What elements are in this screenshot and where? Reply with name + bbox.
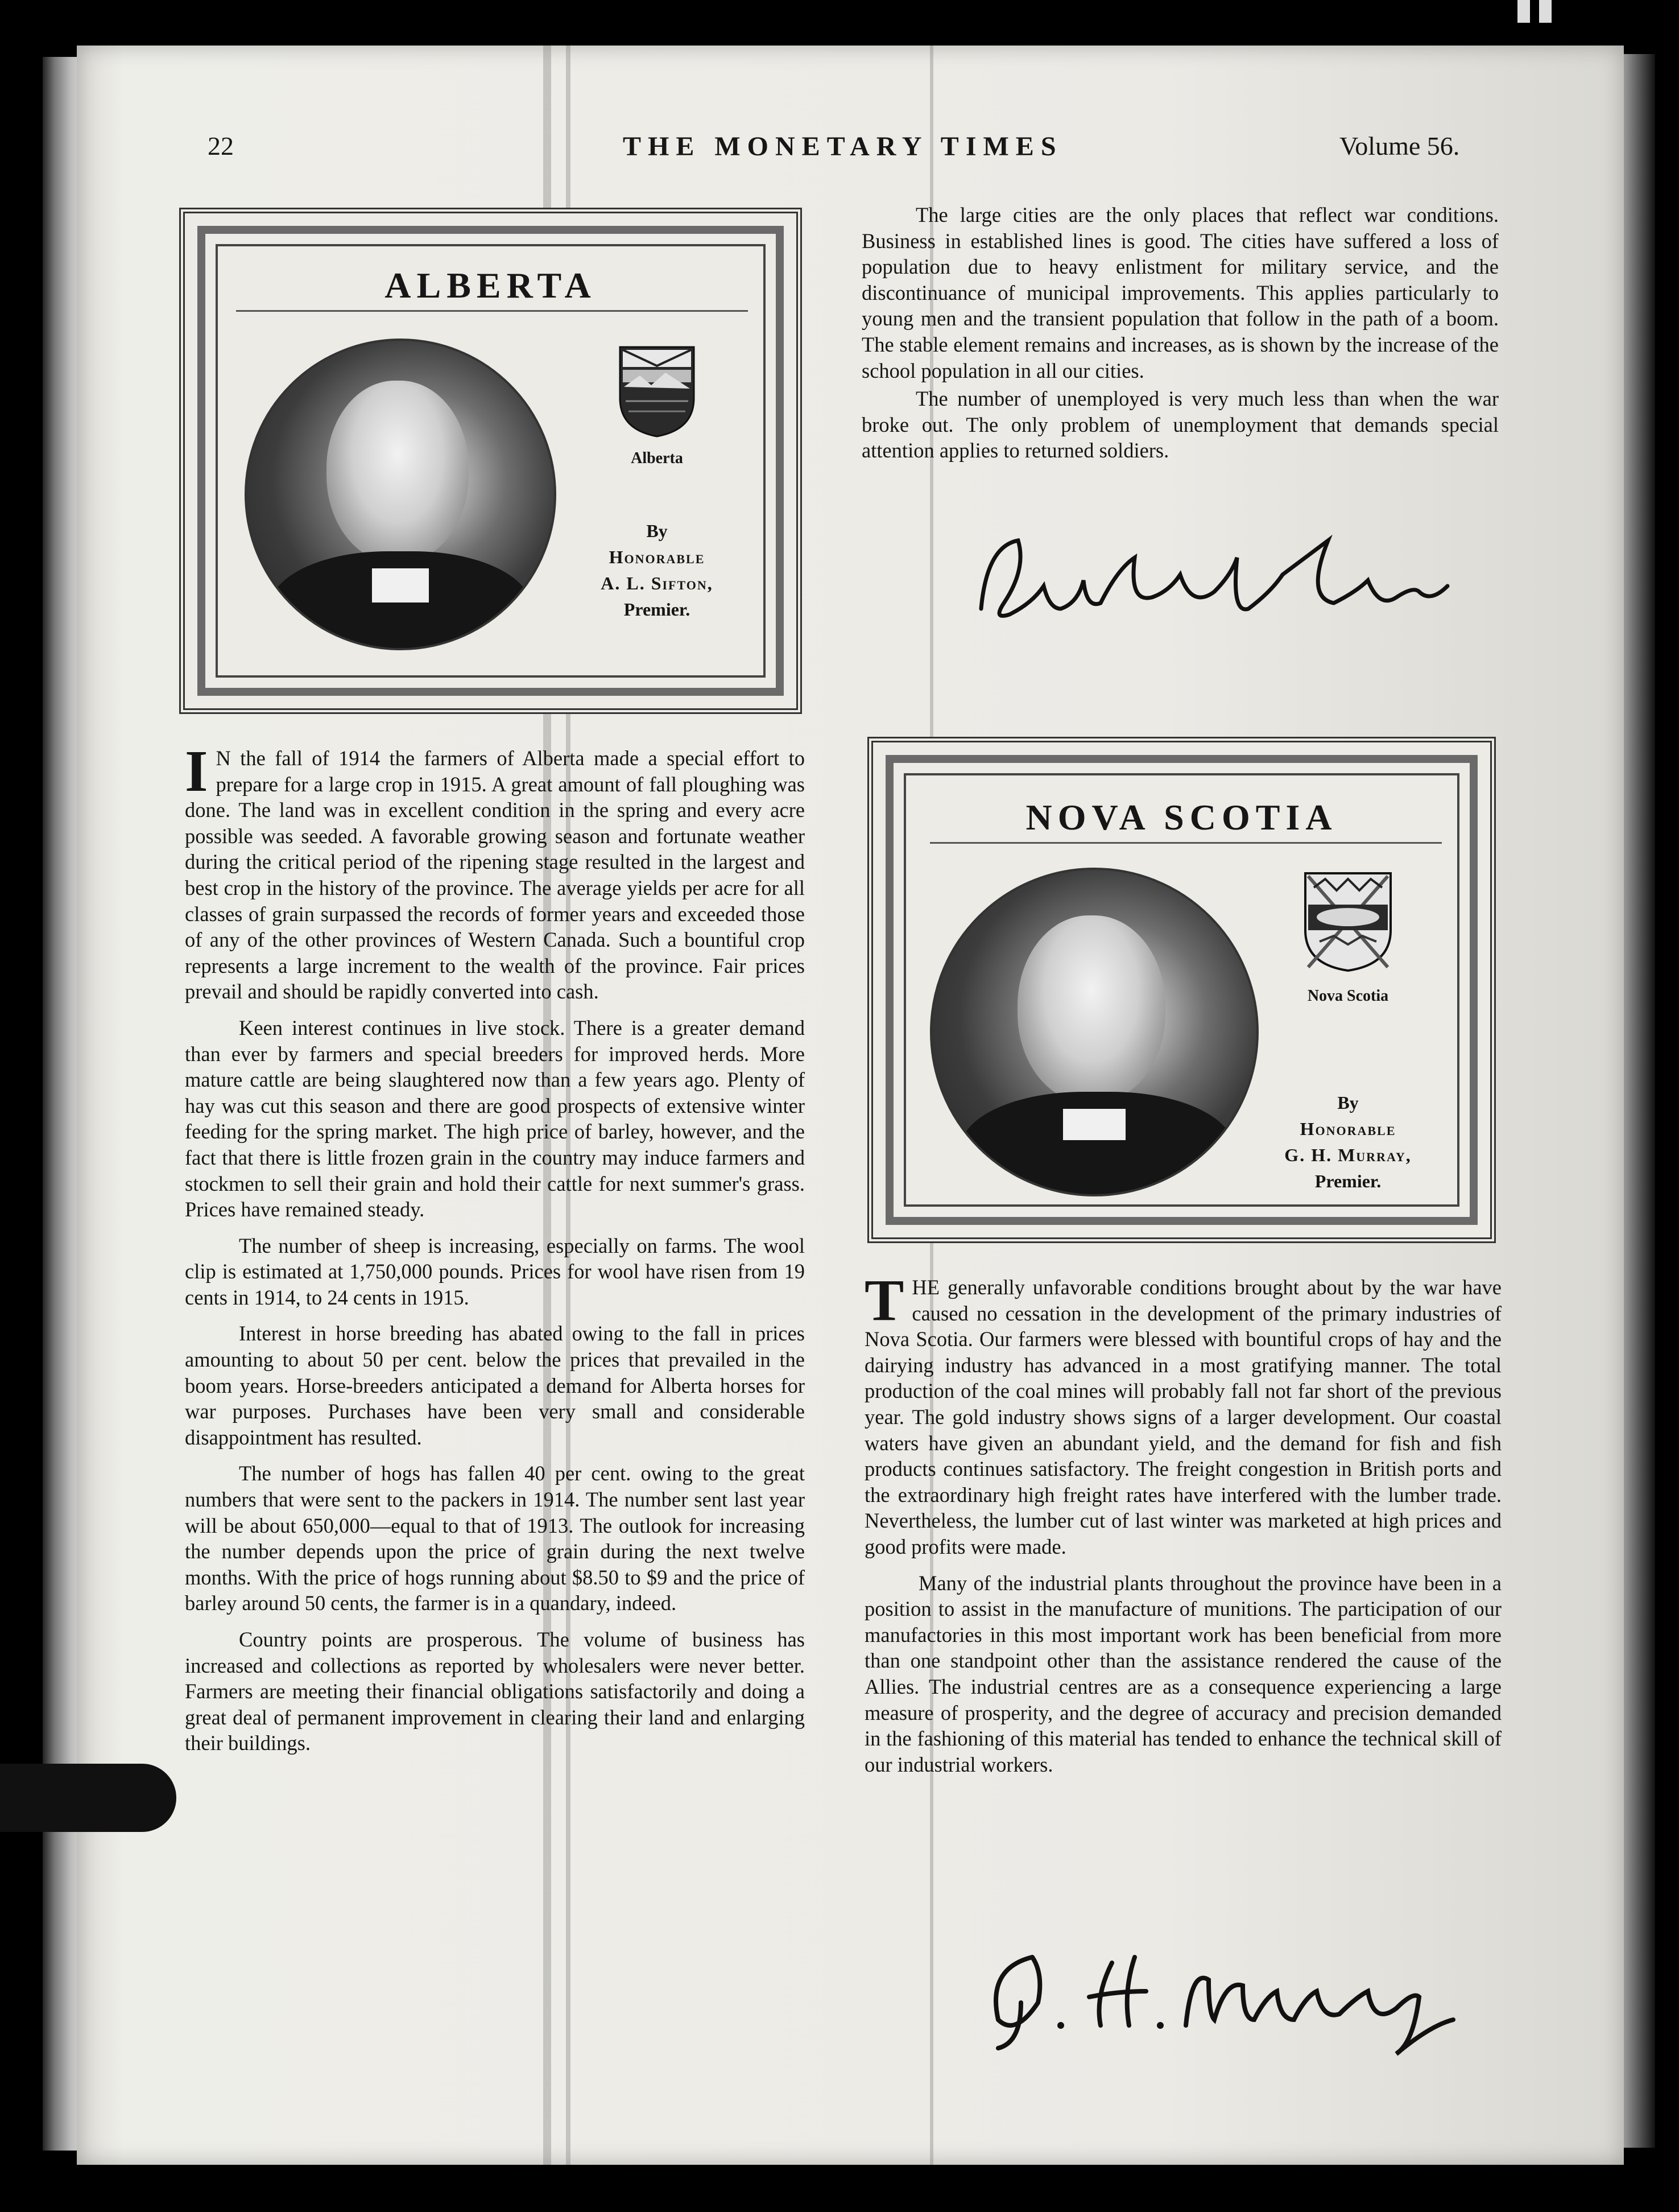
article-paragraph: I N the fall of 1914 the farmers of Alberta made a special effort to prepare for a large crop in 1915. A great amount of fall ploughing was done. The land was in excellent condition in the spring and every acre possible was seeded. A favorable growing season and fortunate weather during the critical period of the ripening stage resulted in the largest and best crop in the history of the province. The average yields per acre for all classes of grain surpassed the records of former years and exceeded those of any of the other provinces of Western Canada. Such a bountiful crop represents a large increment to the wealth of the province. Fair prices prevail and should be rapidly converted into cash. — [185, 738, 805, 1004]
portrait-shoulders — [961, 1092, 1234, 1196]
portrait-face — [1018, 915, 1165, 1103]
article-paragraph: Interest in horse breeding has abated owing to the fall in prices amounting to about 50 per cent. below the prices that prevailed in the boom years. Horse-breeders anticipated a demand for Alberta horses for war purposes. Purchases have been very small and considerable disappointment has resulted. — [185, 1322, 805, 1449]
portrait-face — [326, 381, 469, 563]
alberta-article-continued — [862, 202, 1499, 464]
title-rule — [236, 310, 748, 312]
alberta-byline — [560, 518, 754, 622]
byline-role: Premier. — [1314, 1171, 1382, 1191]
alberta-feature-box — [179, 208, 802, 714]
article-paragraph: Many of the industrial plants throughout the province have been in a position to assist in the manufacture of munitions. The participation of our manufactories in this most important work has been beneficial from more than one standpoint other than the assistance rendered the cause of the Allies. The industrial centres are as a consequence experiencing a large measure of prosperity, and the degree of accuracy and precision demanded in the fashioning of this material has tended to enhance the technical skill of our industrial workers. — [865, 1571, 1502, 1776]
nova-scotia-byline — [1251, 1090, 1445, 1194]
sifton-signature — [964, 523, 1465, 660]
film-clip — [0, 1764, 176, 1832]
article-paragraph: Country points are prosperous. The volume of business has increased and collections as reported by wholesalers were never better. Farmers are meeting their financial obligations satisfactorily and doing a great deal of permanent improvement in clearing their land and enlarging their buildings. — [185, 1628, 805, 1755]
portrait-collar — [1063, 1109, 1126, 1140]
drop-cap: I — [185, 738, 208, 804]
article-paragraph: The large cities are the only places that reflect war conditions. Business in established lines is good. The cities have suffered a loss of population due to heavy enlistment for military service, and the discontinuance of municipal improvements. This applies particularly to young men and the transient population that follow in the path of a boom. The stable element remains and increases, as is shown by the increase of the school population in all our cities. — [862, 203, 1499, 382]
page-number: 22 — [208, 131, 234, 160]
byline-title: Honorable — [609, 547, 705, 567]
byline-title: Honorable — [1300, 1119, 1396, 1139]
article-paragraph: Keen interest continues in live stock. There is a greater demand than ever by farmers and special breeders for improved herds. More mature cattle are being slaughtered now than a few years ago. Plenty of hay was cut this season and there are good prospects of extensive winter feeding for the spring market. The high price of barley, however, and the fact that there is little frozen grain in the country may induce farmers and stockmen to sell their grain and hold their cattle for next summer's grass. Prices have remained steady. — [185, 1016, 805, 1221]
portrait-collar — [372, 568, 429, 602]
volume-label: Volume 56. — [1339, 131, 1460, 160]
byline-name: A. L. Sifton, — [601, 573, 713, 593]
murray-portrait — [930, 868, 1259, 1196]
nova-scotia-article-column — [865, 1268, 1502, 1777]
alberta-title: ALBERTA — [384, 265, 597, 306]
nova-scotia-feature-box — [867, 737, 1496, 1243]
alberta-article-column — [185, 738, 805, 1756]
magazine-page — [77, 46, 1624, 2165]
nova-scotia-crest-icon — [1302, 870, 1393, 973]
nova-scotia-title: NOVA SCOTIA — [1025, 797, 1338, 837]
nova-scotia-crest-label: Nova Scotia — [1307, 987, 1389, 1005]
byline-by: By — [1337, 1092, 1359, 1113]
page-edge-right — [1624, 54, 1655, 2148]
article-paragraph: The number of hogs has fallen 40 per cent. owing to the great numbers that were sent to the packers in 1914. The number sent last year will be about 650,000—equal to that of 1913. The outlook for increasing the number depends upon the price of grain during the next twelve months. With the price of hogs running about $8.50 to $9 and the price of barley around 50 cents, the farmer is in a quandary, indeed. — [185, 1462, 805, 1615]
murray-signature — [964, 1934, 1465, 2060]
article-paragraph: THE generally unfavorable conditions brought about by the war have caused no cessation in the development of the primary industries of Nova Scotia. Our farmers were blessed with bountiful crops of hay and the dairying industry has advanced in a most gratifying manner. The total production of the coal mines will probably fall not far short of the previous year. The gold industry shows signs of a larger development. Our coastal waters have given an abundant yield, and the demand for fish and fish products continues satisfactory. The freight congestion in British ports and the extraordinary high freight rates have interfered with the lumber trade. Nevertheless, the lumber cut of last winter was marketed at high prices and good profits were made. — [865, 1268, 1502, 1558]
masthead: THE MONETARY TIMES — [623, 131, 1063, 162]
article-paragraph: The number of unemployed is very much less than when the war broke out. The only problem of unemployment that demands special attention applies to returned soldiers. — [862, 387, 1499, 463]
film-mark — [1539, 0, 1552, 23]
byline-name: G. H. Murray, — [1284, 1145, 1412, 1165]
title-rule — [930, 842, 1442, 844]
running-head — [77, 131, 1624, 176]
sifton-portrait — [245, 339, 556, 650]
article-paragraph: The number of sheep is increasing, especially on farms. The wool clip is estimated at 1,750,000 pounds. Prices for wool have risen from 19 cents in 1914, to 24 cents in 1915. — [185, 1233, 805, 1309]
film-mark — [1517, 0, 1530, 23]
byline-role: Premier. — [623, 599, 690, 620]
byline-by: By — [646, 521, 668, 541]
alberta-crest-icon — [617, 344, 697, 438]
alberta-crest-label: Alberta — [631, 449, 683, 467]
drop-cap: T — [865, 1268, 904, 1333]
